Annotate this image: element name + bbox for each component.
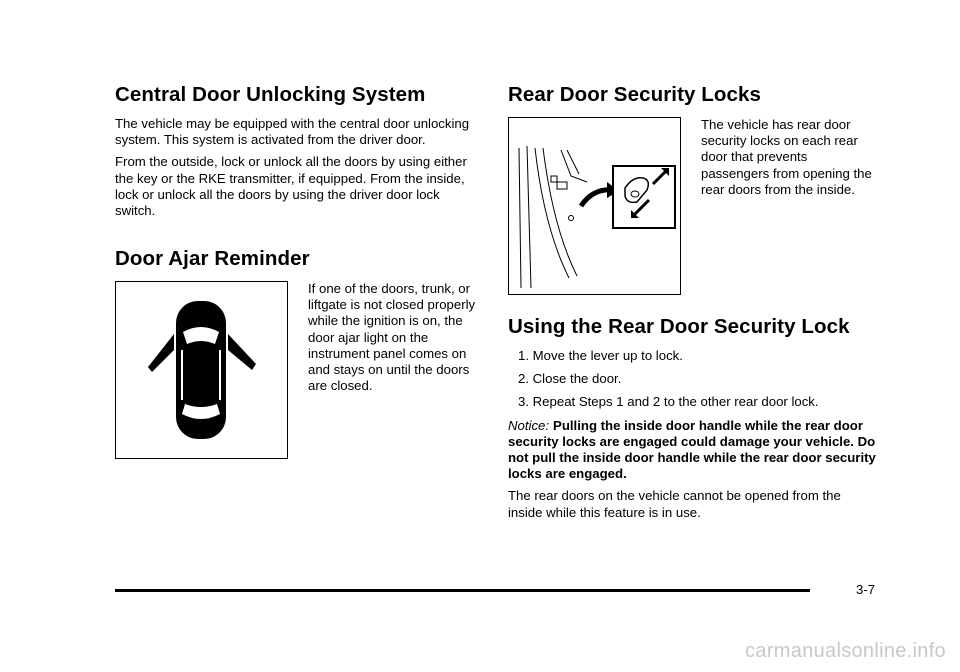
door-ajar-heading: Door Ajar Reminder: [115, 247, 310, 270]
left-column: [115, 82, 477, 394]
central-door-paragraph-1: The vehicle may be equipped with the central door unlocking system. This system is activated from the driver door.: [115, 116, 470, 148]
footer-rule: [115, 589, 810, 592]
door-ajar-text: If one of the doors, trunk, or liftgate is not closed properly while the ignition is on, the door ajar light on the instrument panel comes on and stays on until the doors are closed.: [308, 281, 476, 394]
watermark: carmanualsonline.info: [745, 640, 946, 662]
step-3: 3. Repeat Steps 1 and 2 to the other rear door lock.: [518, 394, 819, 410]
central-door-paragraph-2: From the outside, lock or unlock all the doors by using either the key or the RKE transmitter, if equipped. From the inside, lock or unlock all the doors by using the driver door lock switch.: [115, 154, 467, 219]
notice-label: Notice:: [508, 417, 550, 433]
step-2: 2. Close the door.: [518, 371, 622, 387]
rear-door-security-heading: Rear Door Security Locks: [508, 83, 762, 106]
right-column: [508, 82, 878, 520]
central-door-unlocking-heading: Central Door Unlocking System: [115, 83, 426, 106]
using-security-lock-heading: Using the Rear Door Security Lock: [508, 315, 850, 338]
rear-door-security-text: The vehicle has rear door security locks on each rear door that prevents passengers from opening the rear doors from the inside.: [701, 117, 872, 197]
door-ajar-section: [115, 246, 477, 394]
final-paragraph: The rear doors on the vehicle cannot be opened from the inside while this feature is in use.: [508, 488, 841, 520]
door-ajar-figure: [115, 281, 288, 459]
using-security-lock-section: [508, 314, 878, 527]
notice-text: Pulling the inside door handle while the rear door security locks are engaged could damage your vehicle. Do not pull the inside door handle while the rear door security locks are engaged.: [508, 417, 876, 482]
notice-paragraph: [508, 418, 878, 483]
security-lock-figure: [508, 117, 681, 295]
step-1: 1. Move the lever up to lock.: [518, 348, 683, 363]
door-lock-lever-illustration: [509, 118, 679, 293]
page-number: 3-7: [856, 582, 876, 597]
security-lock-steps: [508, 348, 878, 411]
door-ajar-car-icon: [116, 282, 286, 457]
